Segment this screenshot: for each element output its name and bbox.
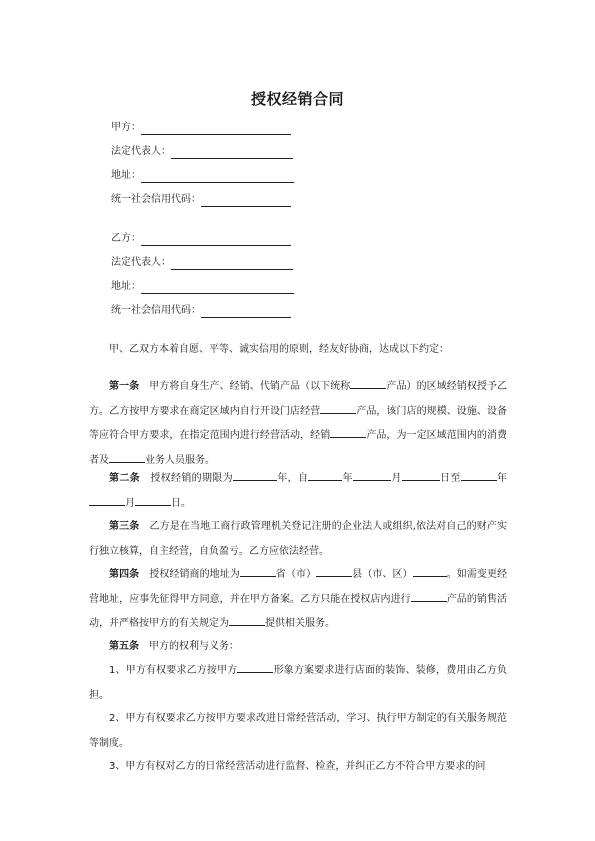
party-a-code-label: 统一社会信用代码： [111, 194, 201, 205]
article-1-text: 产品，为一定区域范围内的消费者及 [89, 430, 508, 466]
street-blank [413, 565, 447, 577]
article-2-text: 授权经销的期限为 [140, 473, 233, 484]
start-month-blank [353, 469, 391, 481]
party-b-addr-label: 地址： [111, 281, 141, 292]
article-2-text: 年 [496, 473, 508, 484]
party-b-rep-label: 法定代表人： [111, 257, 171, 268]
article-2 [89, 467, 507, 516]
article-1-blank-target [109, 451, 145, 463]
article-4-text: 提供相关服务。 [265, 618, 335, 630]
article-2-text: 年 [342, 473, 354, 484]
party-b-name-field [111, 232, 291, 246]
party-b-code-label: 统一社会信用代码： [111, 305, 201, 316]
province-blank [240, 565, 276, 577]
article-4 [89, 563, 507, 637]
party-b-rep-field [111, 256, 293, 270]
article-1-text: 甲方将自身生产、经销、代销产品（以下统称 [139, 381, 351, 392]
article-3-heading: 第三条 [109, 521, 140, 532]
article-5-item-3: 3、甲方有权对乙方的日常经营活动进行监督、检查，并纠正乙方不符合甲方要求的问 [109, 761, 486, 772]
article-1 [89, 375, 507, 473]
article-1-text: 产品）的区域经销权授予乙方。乙方按甲方要求在商定区域内自行开设门店经营 [89, 381, 508, 417]
party-b-name-blank [141, 234, 291, 246]
party-a-addr-blank [141, 171, 294, 183]
article-2-text: 年，自 [277, 473, 309, 484]
article-5-heading: 第五条 [109, 641, 139, 652]
party-a-code-field [111, 193, 291, 207]
party-b-code-field [111, 304, 291, 318]
article-4-text: 。如需变更经营地址，应事先征得甲方同意，并在甲方备案。乙方只能在授权店内进行 [89, 569, 508, 605]
article-1-text: 业务人员服务。 [145, 454, 215, 466]
party-a-name-label: 甲方： [111, 122, 141, 133]
party-a-addr-field [111, 169, 294, 183]
article-1-blank-product [320, 402, 356, 414]
article-2-text: 月 [391, 473, 402, 484]
party-a-rep-blank [171, 147, 293, 159]
article-2-text: 日至 [439, 473, 461, 484]
party-a-name-field [111, 121, 291, 135]
party-b-name-label: 乙方： [111, 233, 141, 244]
document-title: 授权经销合同 [250, 90, 344, 108]
article-2-text: 日。 [171, 497, 191, 509]
intro-paragraph: 甲、乙双方本着自愿、平等、诚实信用的原则，经友好协商，达成以下约定： [109, 344, 449, 355]
article-2-text: 月 [125, 497, 135, 509]
article-1-blank-product [350, 377, 386, 389]
article-3 [89, 515, 507, 564]
image-scheme-blank [237, 661, 273, 673]
party-a-rep-field [111, 145, 293, 159]
article-1-text: 产品，该门店的规模、设施、设备等应符合甲方要求，在指定范围内进行经营活动，经销 [89, 405, 508, 442]
party-b-addr-field [111, 280, 294, 294]
article-5 [89, 635, 507, 660]
article-4-text: 产品的销售活动，并严格按甲方的有关规定为 [89, 593, 508, 630]
end-day-blank [135, 494, 171, 506]
party-b-rep-blank [171, 258, 293, 270]
start-day-blank [402, 469, 440, 481]
party-a-name-blank [141, 123, 291, 135]
article-4-blank-target [229, 614, 265, 626]
county-blank [316, 565, 352, 577]
article-4-text: 授权经销商的地址为 [139, 569, 240, 580]
party-a-rep-label: 法定代表人： [111, 146, 171, 157]
party-a-code-blank [201, 195, 291, 207]
term-years-blank [233, 469, 277, 481]
party-a-addr-label: 地址： [111, 170, 141, 181]
article-4-text: 省（市） [275, 569, 317, 580]
article-3-text: 乙方是在当地工商行政管理机关登记注册的企业法人或组织,依法对自己的财产实行独立核算，自主经营，自负盈亏。乙方应依法经营。 [89, 521, 507, 557]
item-1-text: 1、甲方有权要求乙方按甲方 [109, 665, 238, 676]
party-b-addr-blank [141, 282, 294, 294]
article-2-heading: 第二条 [109, 473, 140, 484]
article-5-text: 甲方的权利与义务： [139, 641, 239, 652]
article-5-item-2: 2、甲方有权要求乙方按甲方要求改进日常经营活动，学习、执行甲方制定的有关服务规范等制度。 [89, 713, 507, 749]
article-1-blank-product [330, 426, 366, 438]
end-month-blank [89, 494, 125, 506]
article-4-heading: 第四条 [109, 569, 140, 580]
article-4-blank-product [411, 590, 447, 602]
item-1-text: 形象方案要求进行店面的装饰、装修，费用由乙方负担。 [89, 665, 507, 701]
party-b-code-blank [201, 306, 291, 318]
article-4-text: 县（市、区） [352, 569, 413, 580]
article-5-item-1 [89, 659, 507, 708]
end-year-blank [461, 469, 497, 481]
start-year-blank [308, 469, 342, 481]
article-1-heading: 第一条 [109, 381, 140, 392]
